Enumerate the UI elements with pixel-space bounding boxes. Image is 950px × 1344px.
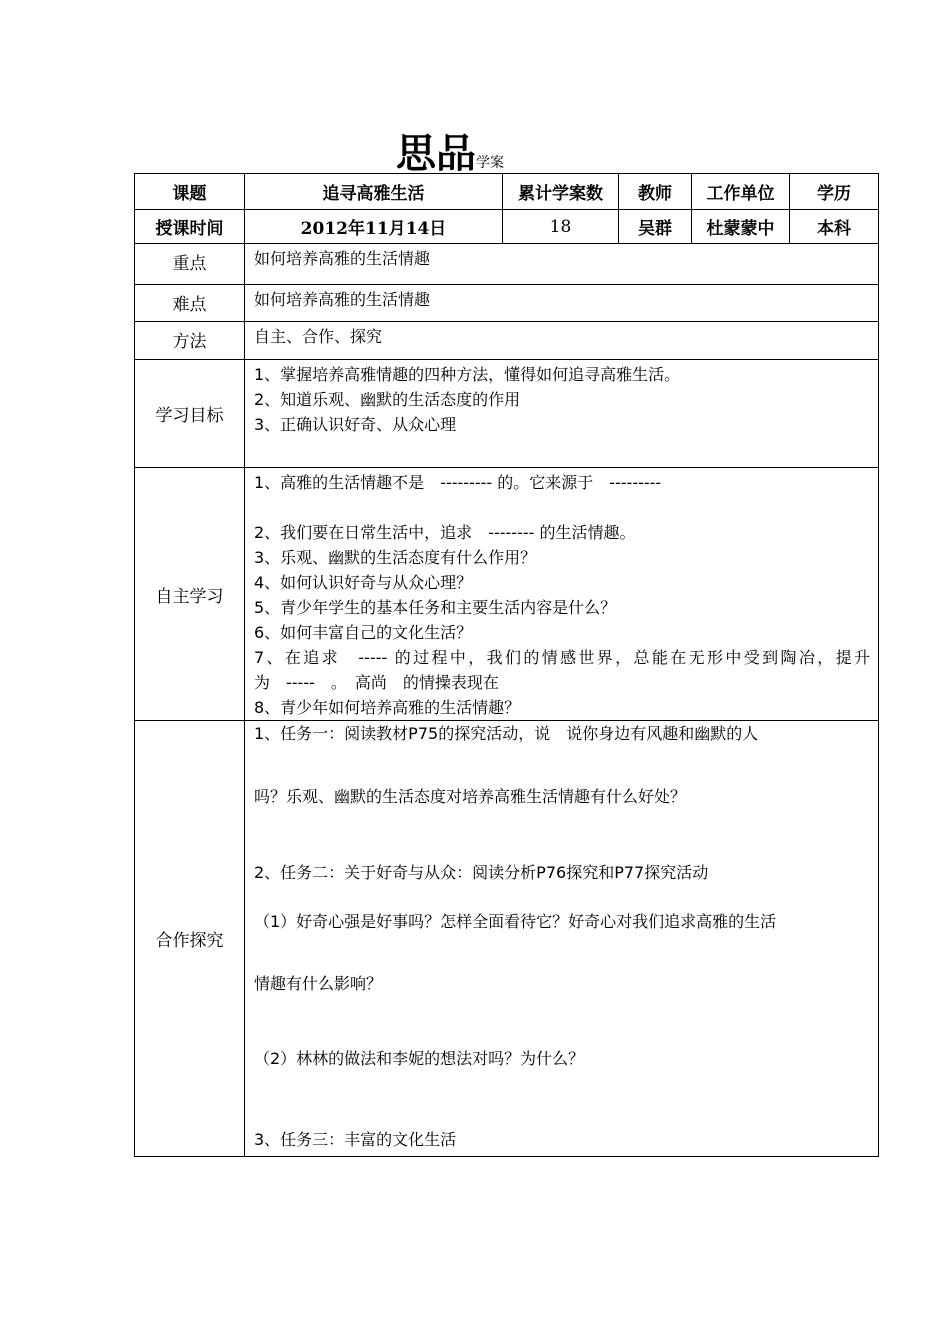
self-study-item: 1、高雅的生活情趣不是 --------- 的。它来源于 ---------	[254, 473, 662, 492]
self-study-item: 6、如何丰富自己的文化生活？	[254, 623, 473, 642]
cooperation-item: （2）林林的做法和李妮的想法对吗？为什么？	[254, 1049, 585, 1068]
goal-item: 3、正确认识好奇、从众心理	[254, 415, 457, 434]
education-header: 学历	[790, 174, 879, 210]
cooperation-cell	[245, 721, 879, 1157]
self-study-item: 3、乐观、幽默的生活态度有什么作用？	[254, 548, 537, 567]
workplace-name: 杜蒙蒙中	[692, 210, 790, 244]
topic-header: 课题	[135, 174, 245, 210]
cooperation-item: 吗？乐观、幽默的生活态度对培养高雅生活情趣有什么好处？	[254, 787, 687, 806]
difficulty-row	[135, 285, 879, 322]
header-row	[135, 174, 879, 210]
self-study-item: 7、在追求 ----- 的过程中，我们的情感世界，总能在无形中受到陶冶，提升	[254, 648, 870, 667]
self-study-row	[135, 468, 879, 721]
method-row	[135, 322, 879, 360]
self-study-item: 4、如何认识好奇与从众心理？	[254, 573, 473, 592]
topic-value: 追寻高雅生活	[245, 174, 503, 210]
self-study-item: 8、青少年如何培养高雅的生活情趣？	[254, 698, 521, 717]
goals-cell	[245, 360, 879, 468]
goals-label: 学习目标	[135, 360, 245, 468]
key-point-text: 如何培养高雅的生活情趣	[245, 244, 879, 285]
self-study-item: 2、我们要在日常生活中，追求 -------- 的生活情趣。	[254, 523, 636, 542]
title-main: 思品	[396, 131, 476, 177]
cooperation-label: 合作探究	[135, 721, 245, 1157]
cooperation-item: 情趣有什么影响？	[254, 974, 383, 993]
difficulty-text: 如何培养高雅的生活情趣	[245, 285, 879, 322]
cooperation-item: 2、任务二：关于好奇与从众：阅读分析P76探究和P77探究活动	[254, 863, 709, 882]
key-point-row	[135, 244, 879, 285]
method-label: 方法	[135, 322, 245, 360]
method-text: 自主、合作、探究	[245, 322, 879, 360]
self-study-item: 5、青少年学生的基本任务和主要生活内容是什么？	[254, 598, 617, 617]
title-sub: 学案	[476, 155, 504, 171]
class-time-header: 授课时间	[135, 210, 245, 244]
teacher-header: 教师	[619, 174, 692, 210]
self-study-label: 自主学习	[135, 468, 245, 721]
info-row	[135, 210, 879, 244]
workplace-header: 工作单位	[692, 174, 790, 210]
goal-item: 1、掌握培养高雅情趣的四种方法，懂得如何追寻高雅生活。	[254, 365, 681, 384]
goal-item: 2、知道乐观、幽默的生活态度的作用	[254, 390, 521, 409]
lesson-plan-table	[134, 173, 879, 1157]
cooperation-row	[135, 721, 879, 1157]
cooperation-item: （1）好奇心强是好事吗？怎样全面看待它？好奇心对我们追求高雅的生活	[254, 912, 777, 931]
teacher-name: 吴群	[619, 210, 692, 244]
cooperation-item: 3、任务三：丰富的文化生活	[254, 1130, 457, 1149]
goals-row	[135, 360, 879, 468]
cumulative-count-value: 18	[503, 210, 619, 244]
self-study-cell	[245, 468, 879, 721]
education-value: 本科	[790, 210, 879, 244]
key-point-label: 重点	[135, 244, 245, 285]
cumulative-count-header: 累计学案数	[503, 174, 619, 210]
cooperation-item: 1、任务一：阅读教材P75的探究活动，说 说你身边有风趣和幽默的人	[254, 724, 759, 743]
class-date: 2012年11月14日	[245, 210, 503, 244]
page-title	[396, 122, 504, 179]
difficulty-label: 难点	[135, 285, 245, 322]
self-study-item: 为 ----- 。 高尚 的情操表现在	[254, 673, 499, 692]
